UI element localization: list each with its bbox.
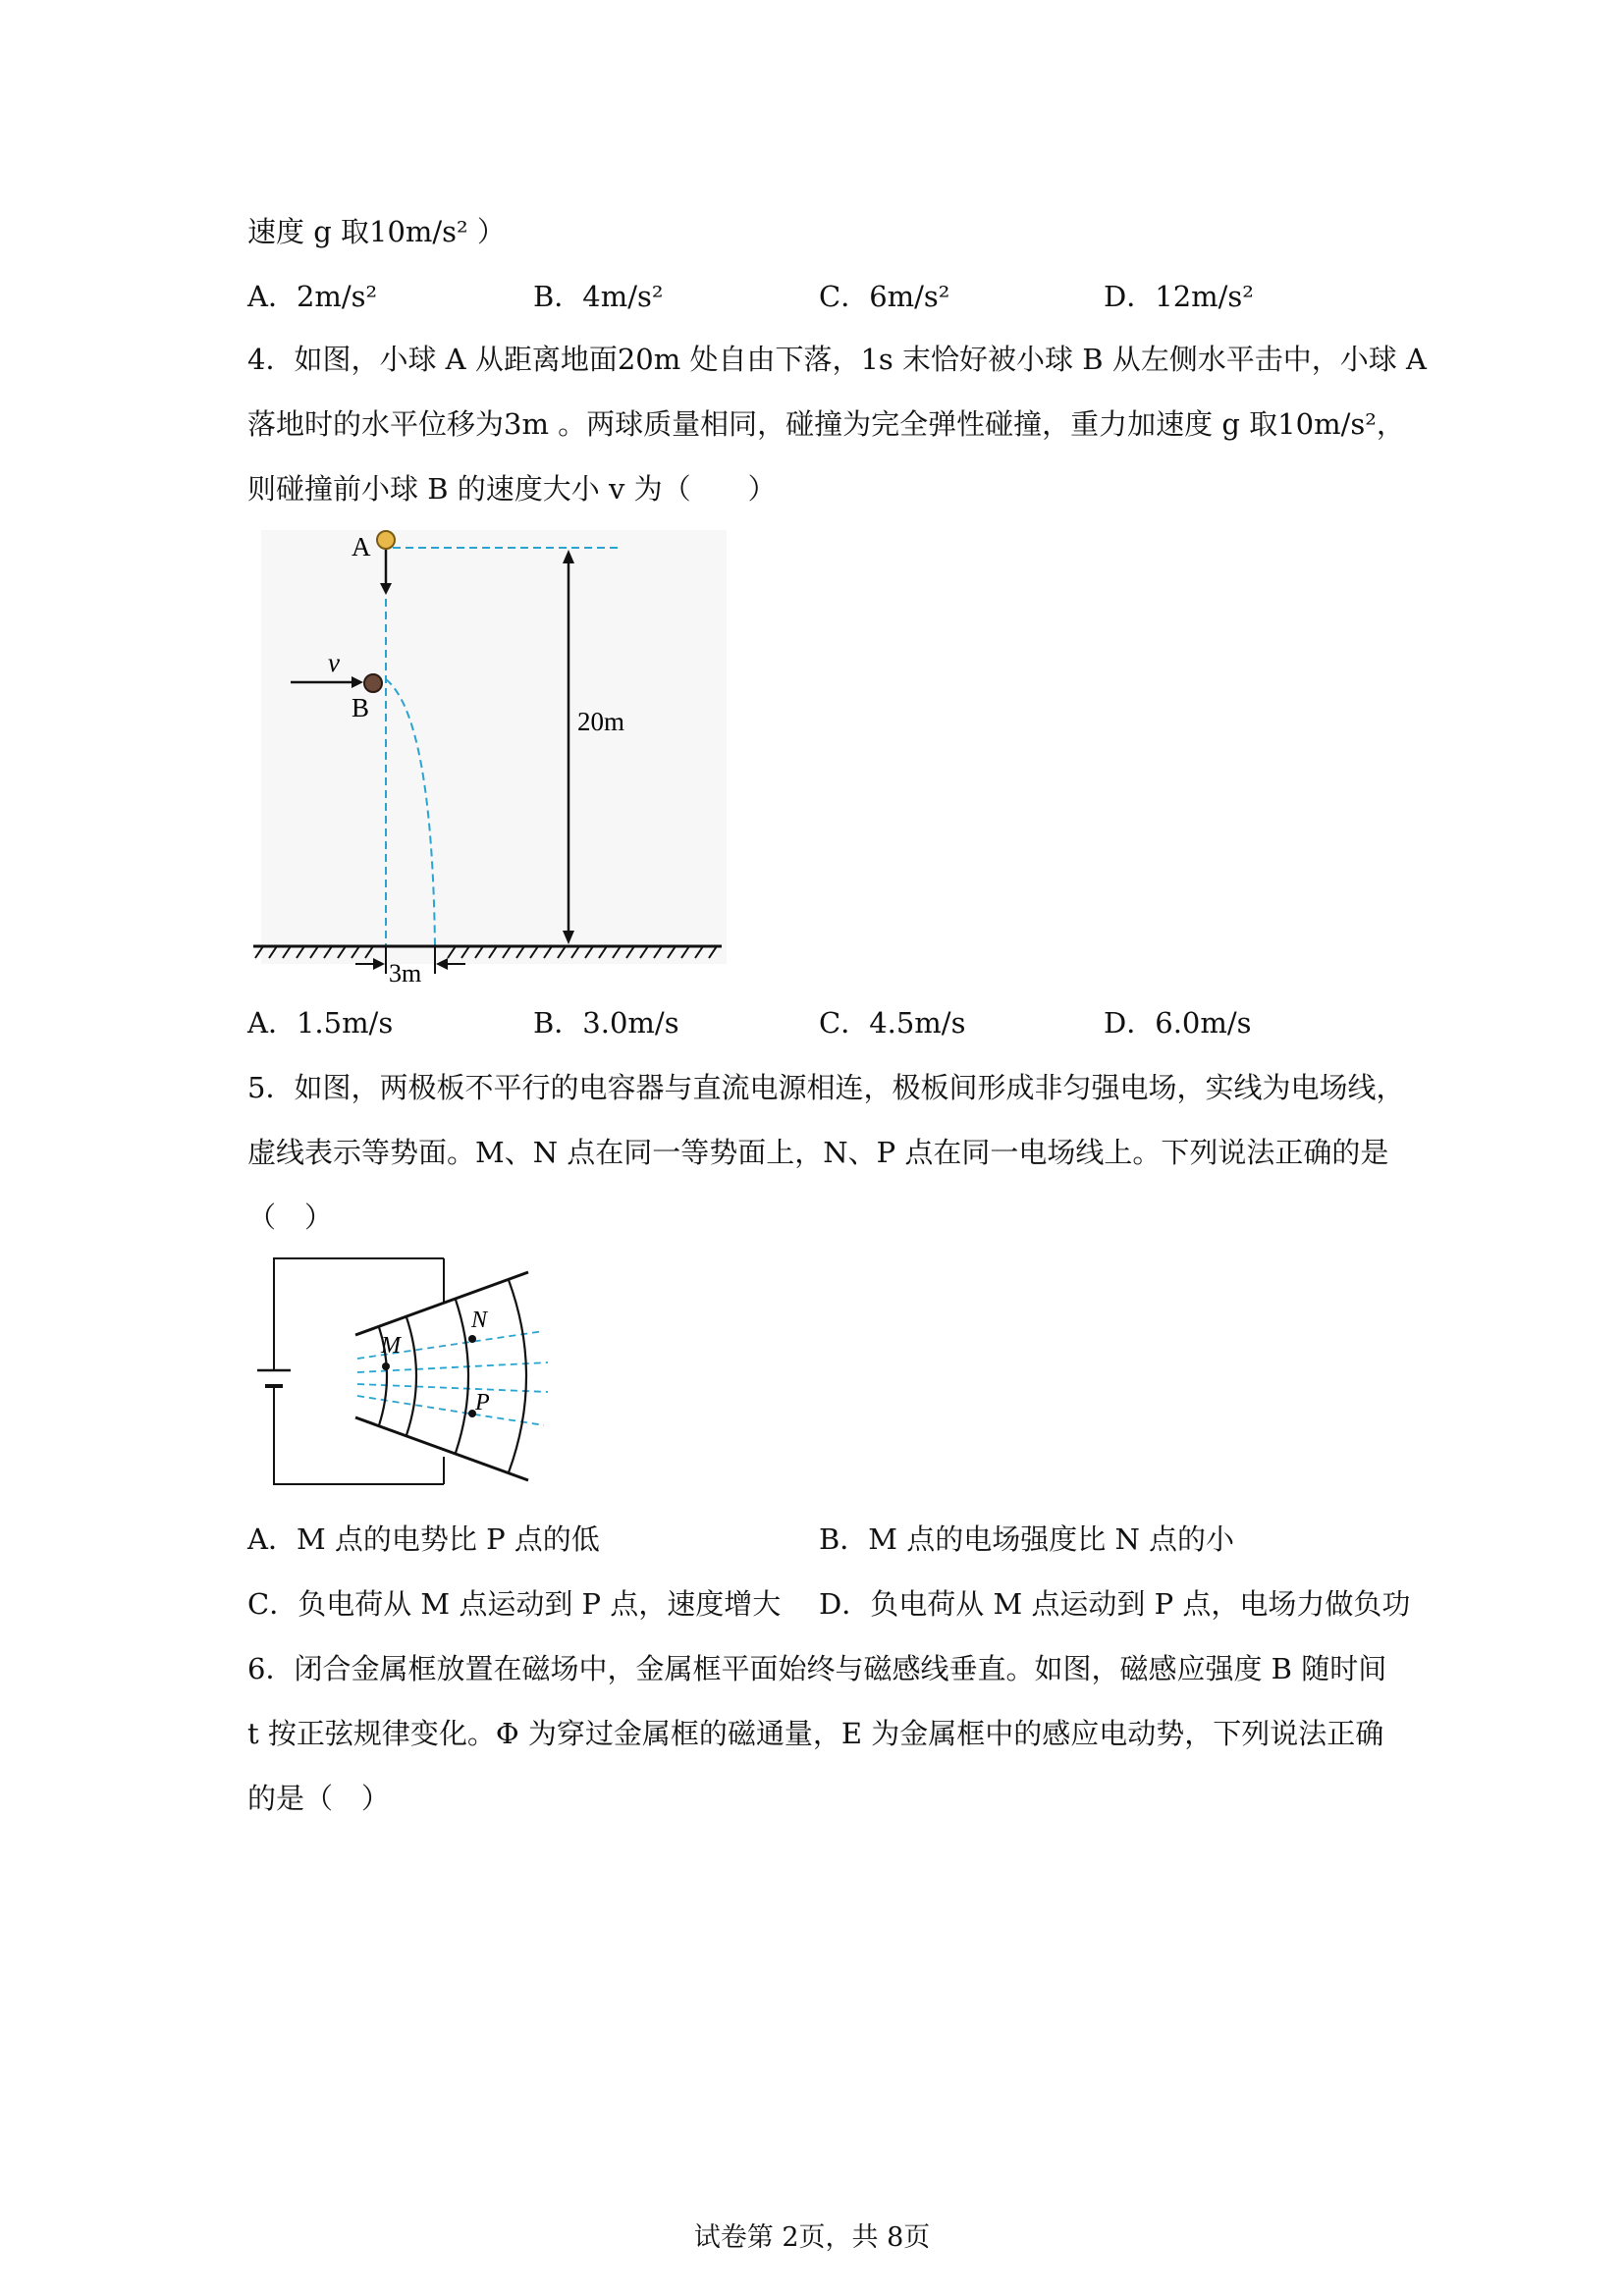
q3-option-d: D．12m/s² [1104,280,1254,313]
q5-line-2: 虚线表示等势面。M、N 点在同一等势面上，N、P 点在同一电场线上。下列说法正确的是 [247,1136,1389,1169]
field-line-4 [509,1280,526,1472]
top-plate [355,1272,528,1335]
q3-option-a: A．2m/s² [247,280,378,313]
q3-option-c: C．6m/s² [819,280,950,313]
field-line-2 [406,1317,416,1435]
distance-label: 3m [389,959,422,988]
q6-line-2: t 按正弦规律变化。Φ 为穿过金属框的磁通量，E 为金属框中的感应电动势，下列说法正确 [247,1717,1384,1750]
q5-figure [257,1249,562,1496]
ball-a [377,531,395,549]
point-n [468,1335,476,1343]
ball-b [364,674,382,692]
point-m [382,1362,390,1370]
q5-option-b: B．M 点的电场强度比 N 点的小 [819,1522,1235,1556]
field-line-3 [456,1300,468,1453]
q4-figure-background [261,530,727,964]
q3-option-b: B．4m/s² [533,280,664,313]
label-m: M [381,1333,401,1359]
label-v: v [328,648,340,677]
q3-tail-text: 速度 g 取10m/s² ） [247,215,506,248]
circuit-wire-top [274,1258,444,1370]
q4-option-a: A．1.5m/s [247,1006,394,1040]
q5-option-c: C．负电荷从 M 点运动到 P 点，速度增大 [247,1587,782,1621]
q5-option-a: A．M 点的电势比 P 点的低 [247,1522,600,1556]
height-label: 20m [577,707,625,736]
circuit-wire-bottom [274,1386,444,1484]
q5-line-3: （ ） [247,1201,334,1234]
label-a: A [352,532,371,561]
q4-line-1: 4．如图，小球 A 从距离地面20m 处自由下落，1s 末恰好被小球 B 从左侧水平击中，小球 A [247,343,1427,376]
q4-option-b: B．3.0m/s [533,1006,679,1040]
label-p: P [475,1390,490,1415]
label-n: N [471,1308,488,1333]
q6-line-3: 的是（ ） [247,1782,391,1815]
q4-option-d: D．6.0m/s [1104,1006,1252,1040]
q4-figure [245,520,736,991]
q6-line-1: 6．闭合金属框放置在磁场中，金属框平面始终与磁感线垂直。如图，磁感应强度 B 随时间 [247,1652,1387,1685]
q4-line-2: 落地时的水平位移为3m 。两球质量相同，碰撞为完全弹性碰撞，重力加速度 g 取10m/s²， [247,407,1405,441]
page-footer: 试卷第 2页，共 8页 [693,2222,931,2253]
q4-line-3: 则碰撞前小球 B 的速度大小 v 为（ ） [247,472,777,506]
q5-option-d: D．负电荷从 M 点运动到 P 点，电场力做负功 [819,1587,1411,1621]
bottom-plate [355,1417,528,1480]
q5-line-1: 5．如图，两极板不平行的电容器与直流电源相连，极板间形成非匀强电场，实线为电场线， [247,1071,1405,1104]
field-lines [379,1280,526,1472]
label-b: B [352,693,370,722]
q4-option-c: C．4.5m/s [819,1006,966,1040]
